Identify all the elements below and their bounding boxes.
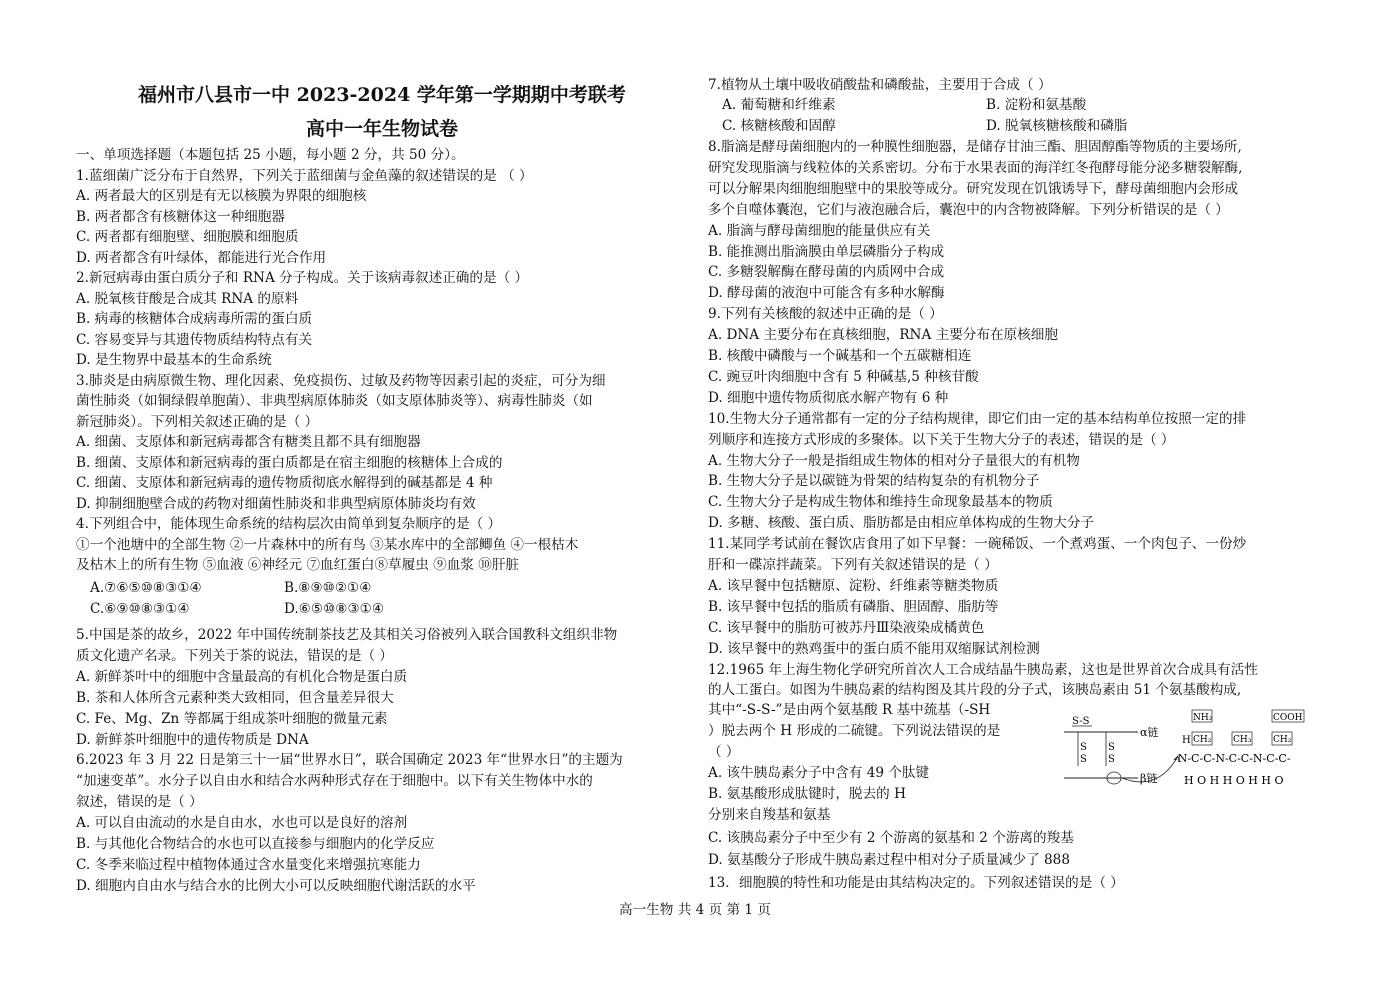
left-line-14: A. 细菌、支原体和新冠病毒都含有糖类且都不具有细胞器 bbox=[76, 434, 421, 450]
q12-line-3: A. 该牛胰岛素分子中含有 49 个肽键 bbox=[708, 764, 930, 781]
exam-subtitle: 高中一年生物试卷 bbox=[305, 118, 458, 140]
left-line-b-6: 6.2023 年 3 月 22 日是第三十一届“世界水日”，联合国确定 2023 年“世界水日”的主题为 bbox=[76, 752, 623, 769]
right-line-18: D. 多糖、核酸、蛋白质、脂肪都是由相应单体构成的生物大分子 bbox=[708, 515, 1095, 532]
left-line-18: 4.下列组合中，能体现生命系统的结构层次由简单到复杂顺序的是（ ） bbox=[76, 516, 502, 532]
q12-line-1: ）脱去两个 H 形成的二硫键。下列说法错误的是 bbox=[708, 722, 1001, 739]
left-line-2: A. 两者最大的区别是有无以核膜为界限的细胞核 bbox=[76, 188, 367, 204]
right-line-26: 的人工蛋白。如图为牛胰岛素的结构图及其片段的分子式，该胰岛素由 51 个氨基酸构成, bbox=[708, 682, 1242, 699]
svg-text:S: S bbox=[1108, 742, 1115, 753]
right-line-0: 8.脂滴是酵母菌细胞内的一种膜性细胞器，是储存甘油三酯、胆固醇酯等物质的主要场所, bbox=[708, 139, 1242, 155]
question-7: 7.植物从土壤中吸收硝酸盐和磷酸盐，主要用于合成（ ） bbox=[708, 77, 1052, 93]
right-line-11: C. 豌豆叶肉细胞中含有 5 种碱基,5 种核苷酸 bbox=[708, 368, 979, 385]
q4-option-1: B.⑧⑨⑩②①④ bbox=[284, 580, 372, 596]
q4-option-0: A.⑦⑥⑤⑩⑧③①④ bbox=[90, 580, 202, 596]
right-line-21: A. 该早餐中包括糖原、淀粉、纤维素等糖类物质 bbox=[708, 577, 999, 594]
page-footer: 高一生物 共 4 页 第 1 页 bbox=[619, 902, 771, 918]
q12-rest-line-2: D. 氨基酸分子形成牛胰岛素过程中相对分子质量减少了 888 bbox=[708, 852, 1070, 869]
q12-rest-line-0: 分别来自羧基和氨基 bbox=[708, 807, 831, 823]
left-line-b-1: 质文化遗产名录。下列关于茶的说法，错误的是（ ） bbox=[76, 647, 393, 664]
left-line-b-10: B. 与其他化合物结合的水也可以直接参与细胞内的化学反应 bbox=[76, 836, 435, 852]
right-line-23: C. 该早餐中的脂肪可被苏丹Ⅲ染液染成橘黄色 bbox=[708, 619, 985, 636]
fragment-formula: -N-C-C-N-C-C-N-C-C- bbox=[1174, 752, 1291, 765]
right-line-24: D. 该早餐中的熟鸡蛋中的蛋白质不能用双缩脲试剂检测 bbox=[708, 640, 1040, 657]
svg-text:COOH: COOH bbox=[1273, 713, 1303, 723]
right-line-3: 多个自噬体囊泡，它们与液泡融合后，囊泡中的内含物被降解。下列分析错误的是（ ） bbox=[708, 201, 1229, 218]
right-line-8: 9.下列有关核酸的叙述中正确的是（ ） bbox=[708, 306, 943, 323]
svg-text:H: H bbox=[1182, 735, 1191, 746]
svg-text:CH₂: CH₂ bbox=[1273, 735, 1292, 745]
left-line-b-9: A. 可以自由流动的水是自由水，水也可以是良好的溶剂 bbox=[76, 815, 408, 832]
svg-text:S: S bbox=[1080, 742, 1087, 753]
left-line-16: C. 细菌、支原体和新冠病毒的遗传物质彻底水解得到的碱基都是 4 种 bbox=[76, 475, 493, 491]
exam-title: 福州市八县市一中 2023-2024 学年第一学期期中考联考 bbox=[138, 84, 626, 106]
left-line-9: C. 容易变异与其遗传物质结构特点有关 bbox=[76, 331, 313, 348]
left-line-11: 3.肺炎是由病原微生物、理化因素、免疫损伤、过敏及药物等因素引起的炎症，可分为细 bbox=[76, 372, 606, 389]
left-line-b-0: 5.中国是茶的故乡，2022 年中国传统制茶技艺及其相关习俗被列入联合国教科文组织非物 bbox=[76, 627, 618, 643]
q12-line-2: （ ） bbox=[708, 743, 740, 760]
left-line-b-7: “加速变革”。水分子以自由水和结合水两种形式存在于细胞中。以下有关生物体中水的 bbox=[76, 773, 593, 790]
right-line-19: 11.某同学考试前在餐饮店食用了如下早餐：一碗稀饭、一个煮鸡蛋、一个肉包子、一份炒 bbox=[708, 536, 1247, 553]
right-line-22: B. 该早餐中包括的脂质有磷脂、胆固醇、脂肪等 bbox=[708, 598, 999, 615]
right-line-20: 肝和一碟凉拌蔬菜。下列有关叙述错误的是（ ） bbox=[708, 557, 998, 573]
right-line-5: B. 能推测出脂滴膜由单层磷脂分子构成 bbox=[708, 243, 945, 260]
q7-option-1: B. 淀粉和氨基酸 bbox=[986, 97, 1087, 113]
left-line-17: D. 抑制细胞壁合成的药物对细菌性肺炎和非典型病原体肺炎均有效 bbox=[76, 495, 476, 512]
left-line-10: D. 是生物界中最基本的生命系统 bbox=[76, 352, 272, 368]
right-line-4: A. 脂滴与酵母菌细胞的能量供应有关 bbox=[708, 222, 931, 239]
right-line-6: C. 多糖裂解酶在酵母菌的内质网中合成 bbox=[708, 264, 945, 281]
left-line-19: ①一个池塘中的全部生物 ②一片森林中的所有鸟 ③某水库中的全部鲫鱼 ④一根枯木 bbox=[76, 536, 579, 553]
right-line-25: 12.1965 年上海生物化学研究所首次人工合成结晶牛胰岛素，这也是世界首次合成具有活性 bbox=[708, 661, 1258, 678]
left-line-7: A. 脱氧核苷酸是合成其 RNA 的原料 bbox=[76, 290, 299, 307]
q7-option-3: D. 脱氧核糖核酸和磷脂 bbox=[986, 118, 1128, 134]
left-line-6: 2.新冠病毒由蛋白质分子和 RNA 分子构成。关于该病毒叙述正确的是（ ） bbox=[76, 270, 529, 286]
svg-text:CH₂: CH₂ bbox=[1193, 735, 1212, 745]
left-line-13: 新冠肺炎）。下列相关叙述正确的是（ ） bbox=[76, 413, 319, 430]
left-line-0: 一、单项选择题（本题包括 25 小题，每小题 2 分，共 50 分）。 bbox=[76, 147, 465, 163]
ss-bond-label: S-S bbox=[1072, 716, 1090, 727]
q4-option-3: D.⑥⑤⑩⑧③①④ bbox=[284, 601, 385, 617]
left-line-b-2: A. 新鲜茶叶中的细胞中含量最高的有机化合物是蛋白质 bbox=[76, 668, 408, 685]
left-line-b-5: D. 新鲜茶叶细胞中的遗传物质是 DNA bbox=[76, 731, 309, 748]
beta-chain-label: β链 bbox=[1140, 772, 1158, 785]
left-line-b-11: C. 冬季来临过程中植物体通过含水量变化来增强抗寒能力 bbox=[76, 856, 421, 873]
left-line-3: B. 两者都含有核糖体这一种细胞器 bbox=[76, 208, 285, 225]
q12-line-0: 其中“-S-S-”是由两个氨基酸 R 基中巯基（-SH bbox=[708, 702, 991, 718]
left-line-1: 1.蓝细菌广泛分布于自然界，下列关于蓝细菌与金鱼藻的叙述错误的是 （ ） bbox=[76, 167, 533, 184]
alpha-chain-label: α链 bbox=[1140, 726, 1159, 739]
q7-option-0: A. 葡萄糖和纤维素 bbox=[722, 97, 836, 113]
svg-text:NH₂: NH₂ bbox=[1193, 713, 1213, 723]
q4-option-2: C.⑥⑨⑩⑧③①④ bbox=[90, 601, 190, 617]
left-line-b-8: 叙述，错误的是（ ） bbox=[76, 794, 203, 811]
right-line-17: C. 生物大分子是构成生物体和维持生命现象最基本的物质 bbox=[708, 494, 1053, 511]
q12-rest-line-1: C. 该胰岛素分子中至少有 2 个游离的氨基和 2 个游离的羧基 bbox=[708, 829, 1074, 846]
right-line-13: 10.生物大分子通常都有一定的分子结构规律，即它们由一定的基本结构单位按照一定的排 bbox=[708, 410, 1247, 427]
q7-option-2: C. 核糖核酸和固醇 bbox=[722, 118, 836, 134]
left-line-b-3: B. 茶和人体所含元素种类大致相同，但含量差异很大 bbox=[76, 689, 394, 706]
left-line-b-4: C. Fe、Mg、Zn 等都属于组成茶叶细胞的微量元素 bbox=[76, 710, 388, 727]
q12-rest-line-3: 13．细胞膜的特性和功能是由其结构决定的。下列叙述错误的是（ ） bbox=[708, 875, 1124, 892]
right-line-9: A. DNA 主要分布在真核细胞，RNA 主要分布在原核细胞 bbox=[708, 327, 1058, 344]
right-line-14: 列顺序和连接方式形成的多聚体。以下关于生物大分子的表述，错误的是（ ） bbox=[708, 431, 1175, 448]
right-line-12: D. 细胞中遗传物质彻底水解产物有 6 种 bbox=[708, 389, 949, 406]
left-line-4: C. 两者都有细胞壁、细胞膜和细胞质 bbox=[76, 229, 299, 245]
right-line-7: D. 酵母菌的液泡中可能含有多种水解酶 bbox=[708, 285, 945, 302]
left-line-15: B. 细菌、支原体和新冠病毒的蛋白质都是在宿主细胞的核糖体上合成的 bbox=[76, 454, 503, 471]
left-line-b-12: D. 细胞内自由水与结合水的比例大小可以反映细胞代谢活跃的水平 bbox=[76, 877, 476, 894]
svg-text:S: S bbox=[1108, 754, 1115, 765]
left-line-5: D. 两者都含有叶绿体，都能进行光合作用 bbox=[76, 249, 327, 266]
fragment-formula-bottom: H O H H O H H O bbox=[1184, 774, 1284, 787]
insulin-structure-figure bbox=[1058, 706, 1320, 790]
left-line-8: B. 病毒的核糖体合成病毒所需的蛋白质 bbox=[76, 311, 313, 327]
svg-text:S: S bbox=[1080, 754, 1087, 765]
right-line-15: A. 生物大分子一般是指组成生物体的相对分子量很大的有机物 bbox=[708, 452, 1080, 469]
right-line-10: B. 核酸中磷酸与一个碱基和一个五碳糖相连 bbox=[708, 348, 972, 364]
right-line-16: B. 生物大分子是以碳链为骨架的结构复杂的有机物分子 bbox=[708, 473, 1040, 490]
right-line-1: 研究发现脂滴与线粒体的关系密切。分布于水果表面的海洋红冬孢酵母能分泌多糖裂解酶, bbox=[708, 159, 1243, 176]
left-line-20: 及枯木上的所有生物 ⑤血液 ⑥神经元 ⑦血红蛋白⑧草履虫 ⑨血浆 ⑩肝脏 bbox=[76, 557, 520, 573]
left-line-12: 菌性肺炎（如铜绿假单胞菌）、非典型病原体肺炎（如支原体肺炎等）、病毒性肺炎（如 bbox=[76, 393, 593, 409]
svg-text:CH₃: CH₃ bbox=[1233, 735, 1252, 745]
right-line-2: 可以分解果肉细胞细胞壁中的果胶等成分。研究发现在饥饿诱导下，酵母菌细胞内会形成 bbox=[708, 180, 1239, 197]
q12-line-4: B. 氨基酸形成肽键时，脱去的 H bbox=[708, 785, 906, 802]
